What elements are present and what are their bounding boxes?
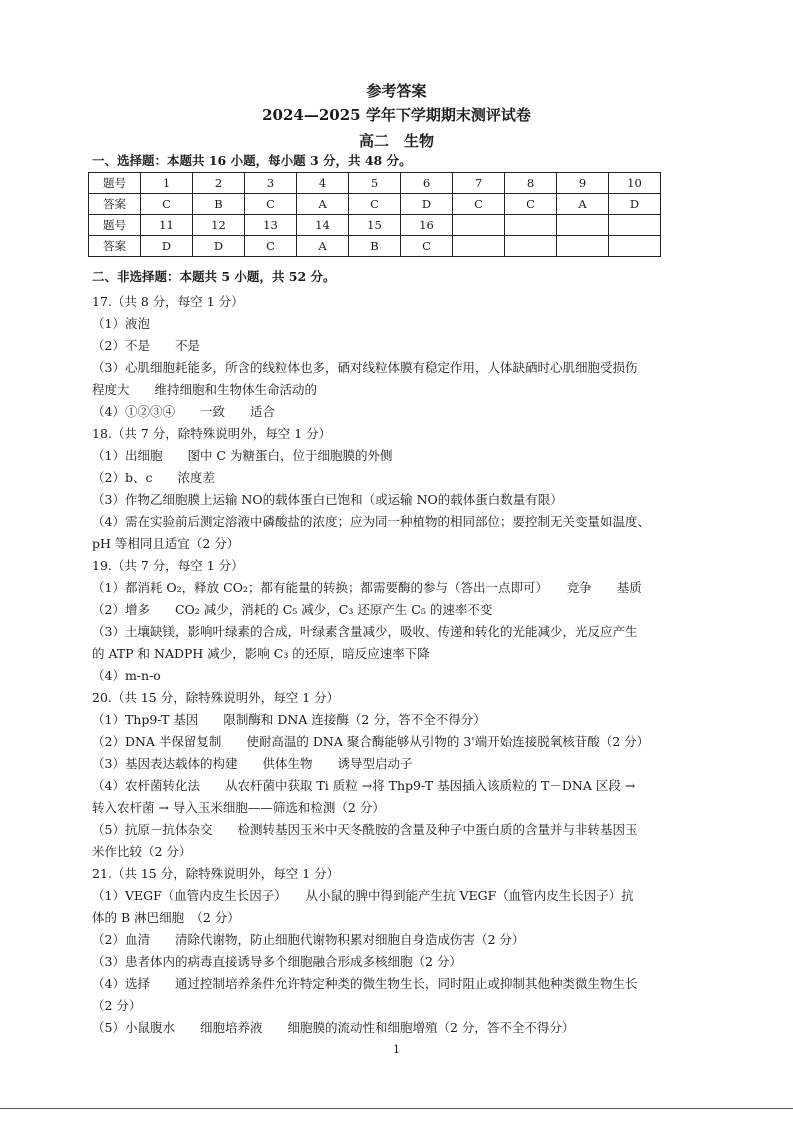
question-number <box>505 215 557 236</box>
text-line: （5）抗原－抗体杂交 检测转基因玉米中天冬酰胺的含量及种子中蛋白质的含量并与非转基因玉 <box>92 822 638 837</box>
answer-cell: D <box>193 236 245 257</box>
answer-cell: D <box>609 194 661 215</box>
text-line: （1）Thp9-T 基因 限制酶和 DNA 连接酶（2 分，答不全不得分） <box>92 712 486 727</box>
question-number: 7 <box>453 173 505 194</box>
doc-subtitle: 2024—2025 学年下学期期末测评试卷 <box>262 106 531 124</box>
doc-subject: 高二 生物 <box>358 132 434 150</box>
text-line: （2）不是 不是 <box>92 338 200 353</box>
question-number <box>609 215 661 236</box>
answer-cell: A <box>297 236 349 257</box>
question-number: 11 <box>141 215 193 236</box>
text-line: 19.（共 7 分，每空 1 分） <box>92 558 244 573</box>
text-line: 的 ATP 和 NADPH 减少，影响 C₃ 的还原，暗反应速率下降 <box>92 646 430 661</box>
row-label: 题号 <box>89 215 141 236</box>
answer-cell: D <box>141 236 193 257</box>
section1-heading: 一、选择题：本题共 16 小题，每小题 3 分，共 48 分。 <box>92 153 412 168</box>
page-divider <box>0 1108 793 1109</box>
text-line: （3）基因表达载体的构建 供体生物 诱导型启动子 <box>92 756 413 771</box>
answer-cell: D <box>401 194 453 215</box>
answer-cell: C <box>401 236 453 257</box>
text-line: （4）需在实验前后测定溶液中磷酸盐的浓度；应为同一种植物的相同部位；要控制无关变量如温度、 <box>92 514 650 529</box>
answer-cell: C <box>141 194 193 215</box>
text-line: （4）①②③④ 一致 适合 <box>92 404 275 419</box>
table-row <box>89 236 661 257</box>
text-line: （4）m-n-o <box>92 668 161 683</box>
text-line: （2 分） <box>92 998 142 1013</box>
answer-cell: A <box>297 194 349 215</box>
answer-cell: A <box>557 194 609 215</box>
question-number: 12 <box>193 215 245 236</box>
text-line: 米作比较（2 分） <box>92 844 192 859</box>
table-row <box>89 173 661 194</box>
text-line: （2）血清 清除代谢物，防止细胞代谢物积累对细胞自身造成伤害（2 分） <box>92 932 525 947</box>
text-line: 18.（共 7 分，除特殊说明外，每空 1 分） <box>92 426 332 441</box>
text-line: 程度大 维持细胞和生物体生命活动的 <box>92 382 318 397</box>
text-line: pH 等相同且适宜（2 分） <box>92 536 240 551</box>
answer-cell: B <box>349 236 401 257</box>
question-number: 13 <box>245 215 297 236</box>
answer-cell <box>609 236 661 257</box>
question-number: 14 <box>297 215 349 236</box>
row-label: 答案 <box>89 194 141 215</box>
text-line: （1）出细胞 图中 C 为糖蛋白，位于细胞膜的外侧 <box>92 448 393 463</box>
text-line: （2）b、c 浓度差 <box>92 470 215 485</box>
text-line: （5）小鼠腹水 细胞培养液 细胞膜的流动性和细胞增殖（2 分，答不全不得分） <box>92 1020 575 1035</box>
question-number: 6 <box>401 173 453 194</box>
section2-heading: 二、非选择题：本题共 5 小题，共 52 分。 <box>92 269 336 284</box>
question-number: 1 <box>141 173 193 194</box>
text-line: （3）患者体内的病毒直接诱导多个细胞融合形成多核细胞（2 分） <box>92 954 462 969</box>
text-line: （4）农杆菌转化法 从农杆菌中获取 Ti 质粒 →将 Thp9-T 基因插入该质粒的 T－DNA 区段 → <box>92 778 636 793</box>
text-line: 21.（共 15 分，除特殊说明外，每空 1 分） <box>92 866 340 881</box>
answer-body <box>92 291 708 1039</box>
text-line: （4）选择 通过控制培养条件允许特定种类的微生物生长，同时阻止或抑制其他种类微生物生长 <box>92 976 638 991</box>
question-number: 9 <box>557 173 609 194</box>
text-line: 体的 B 淋巴细胞 （2 分） <box>92 910 240 925</box>
text-line: 20.（共 15 分，除特殊说明外，每空 1 分） <box>92 690 340 705</box>
question-number: 2 <box>193 173 245 194</box>
question-number <box>557 215 609 236</box>
text-line: （3）心肌细胞耗能多，所含的线粒体也多，硒对线粒体膜有稳定作用，人体缺硒时心肌细胞受损伤 <box>92 360 638 375</box>
answer-cell: C <box>245 236 297 257</box>
answer-cell: C <box>349 194 401 215</box>
answer-cell: C <box>505 194 557 215</box>
text-line: （3）作物乙细胞膜上运输 NO的载体蛋白已饱和（或运输 NO的载体蛋白数量有限） <box>92 492 563 507</box>
answer-cell <box>557 236 609 257</box>
question-number: 10 <box>609 173 661 194</box>
answer-cell <box>505 236 557 257</box>
text-line: 17.（共 8 分，每空 1 分） <box>92 294 244 309</box>
text-line: （3）土壤缺镁，影响叶绿素的合成，叶绿素含量减少，吸收、传递和转化的光能减少，光反应产生 <box>92 624 638 639</box>
answer-cell: C <box>245 194 297 215</box>
page-number: 1 <box>393 1043 400 1056</box>
answer-cell <box>453 236 505 257</box>
text-line: （1）都消耗 O₂，释放 CO₂；都有能量的转换；都需要酶的参与（答出一点即可） 竞争 基质 <box>92 580 642 595</box>
table-row <box>89 194 661 215</box>
text-line: （2）增多 CO₂ 减少，消耗的 C₅ 减少，C₃ 还原产生 C₅ 的速率不变 <box>92 602 493 617</box>
question-number: 4 <box>297 173 349 194</box>
answer-table <box>88 172 661 257</box>
text-line: （1）VEGF（血管内皮生长因子） 从小鼠的脾中得到能产生抗 VEGF（血管内皮生长因子）抗 <box>92 888 634 903</box>
question-number: 5 <box>349 173 401 194</box>
question-number: 8 <box>505 173 557 194</box>
doc-title: 参考答案 <box>366 82 427 100</box>
question-number: 15 <box>349 215 401 236</box>
row-label: 题号 <box>89 173 141 194</box>
row-label: 答案 <box>89 236 141 257</box>
text-line: （1）液泡 <box>92 316 150 331</box>
table-row <box>89 215 661 236</box>
text-line: 转入农杆菌 → 导入玉米细胞——筛选和检测（2 分） <box>92 800 385 815</box>
question-number <box>453 215 505 236</box>
question-number: 3 <box>245 173 297 194</box>
question-number: 16 <box>401 215 453 236</box>
answer-cell: B <box>193 194 245 215</box>
text-line: （2）DNA 半保留复制 使耐高温的 DNA 聚合酶能够从引物的 3'端开始连接脱氧核苷酸（2 分） <box>92 734 650 749</box>
answer-cell: C <box>453 194 505 215</box>
